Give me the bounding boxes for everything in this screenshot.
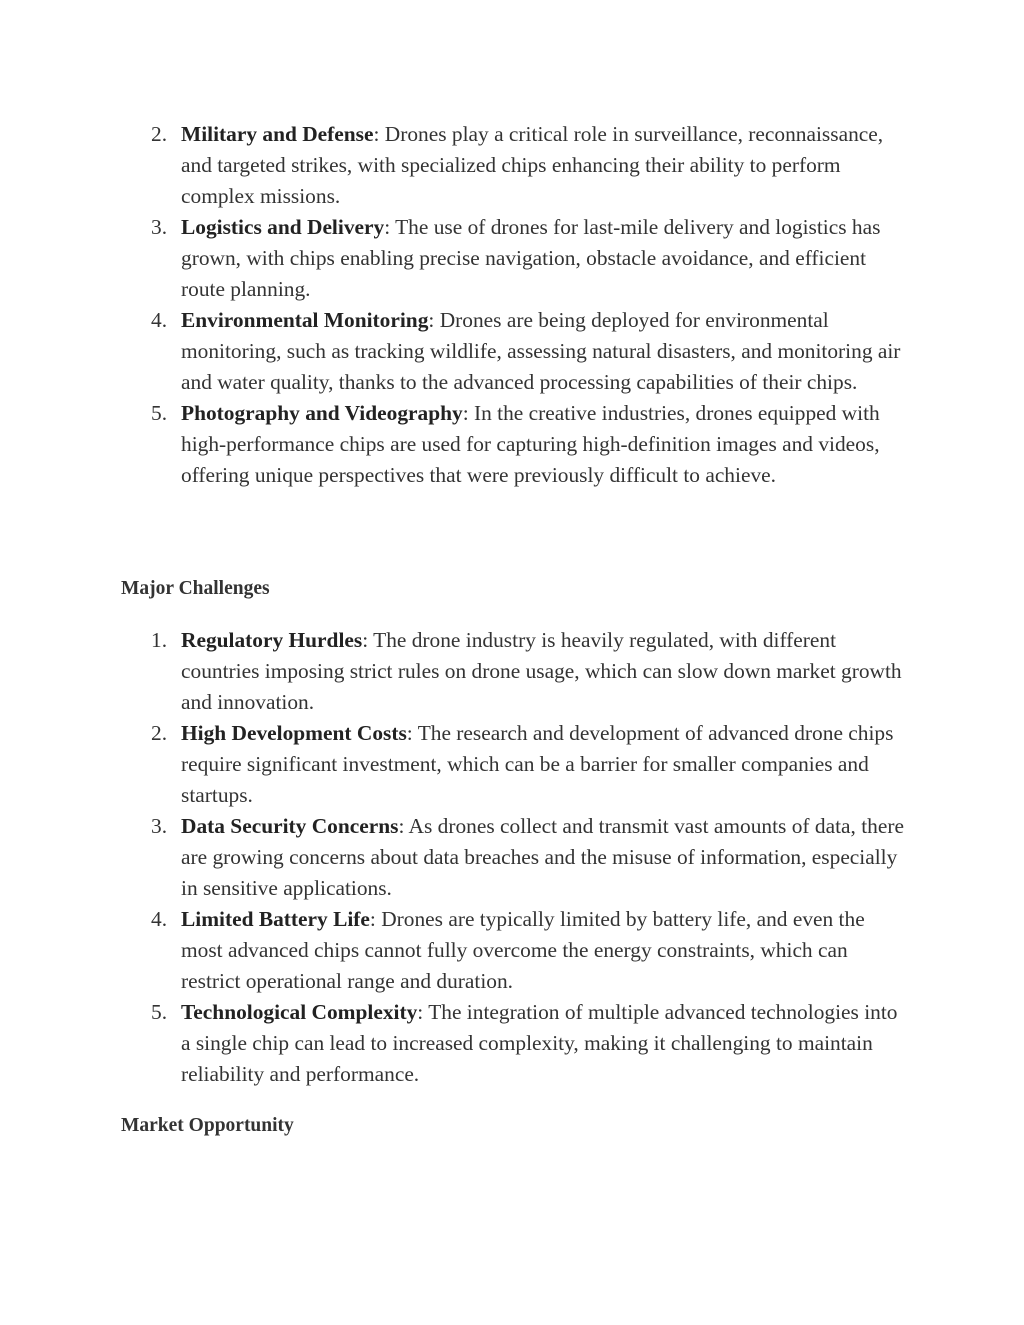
list-term: Data Security Concerns (181, 814, 399, 838)
list-term: Military and Defense (181, 122, 374, 146)
challenges-list (0, 625, 906, 1090)
list-text: : Drones play a critical role in surveillance, reconnaissance, and targeted strikes, with specialized chips enhancing their ability to perform complex missions. (181, 122, 884, 208)
list-item (0, 305, 906, 398)
list-number: 3. (151, 814, 168, 838)
list-number: 2. (151, 721, 168, 745)
list-number: 2. (151, 122, 168, 146)
list-number: 1. (151, 628, 168, 652)
list-number: 3. (151, 215, 168, 239)
list-text: : In the creative industries, drones equipped with high-performance chips are used for capturing high-definition images and videos, offering unique perspectives that were previously difficult to achieve. (181, 401, 880, 487)
list-text: : The integration of multiple advanced technologies into a single chip can lead to increased complexity, making it challenging to maintain reliability and performance. (181, 1000, 898, 1086)
section-heading-challenges: Major Challenges (121, 578, 270, 599)
list-number: 4. (151, 907, 168, 931)
list-text: : Drones are being deployed for environmental monitoring, such as tracking wildlife, assessing natural disasters, and monitoring air and water quality, thanks to the advanced processing capabilities of their chips. (181, 308, 901, 394)
list-item (0, 997, 906, 1090)
list-text: : Drones are typically limited by battery life, and even the most advanced chips cannot fully overcome the energy constraints, which can restrict operational range and duration. (181, 907, 865, 993)
list-item (0, 212, 906, 305)
list-term: Limited Battery Life (181, 907, 370, 931)
list-number: 5. (151, 401, 168, 425)
list-item (0, 398, 906, 491)
list-item (0, 119, 906, 212)
list-item (0, 811, 906, 904)
list-item (0, 718, 906, 811)
list-text: : The drone industry is heavily regulated, with different countries imposing strict rules on drone usage, which can slow down market growth and innovation. (181, 628, 902, 714)
list-term: Logistics and Delivery (181, 215, 385, 239)
list-term: Regulatory Hurdles (181, 628, 363, 652)
list-text: : The research and development of advanced drone chips require significant investment, which can be a barrier for smaller companies and startups. (181, 721, 894, 807)
list-item (0, 904, 906, 997)
list-number: 4. (151, 308, 168, 332)
section-heading-market-opportunity: Market Opportunity (121, 1115, 294, 1136)
list-item (0, 625, 906, 718)
list-term: High Development Costs (181, 721, 407, 745)
applications-list (0, 119, 906, 491)
list-number: 5. (151, 1000, 168, 1024)
list-text: : The use of drones for last-mile delivery and logistics has grown, with chips enabling precise navigation, obstacle avoidance, and efficient route planning. (181, 215, 881, 301)
list-term: Technological Complexity (181, 1000, 418, 1024)
list-term: Environmental Monitoring (181, 308, 429, 332)
list-term: Photography and Videography (181, 401, 463, 425)
list-text: : As drones collect and transmit vast amounts of data, there are growing concerns about data breaches and the misuse of information, especially in sensitive applications. (181, 814, 904, 900)
